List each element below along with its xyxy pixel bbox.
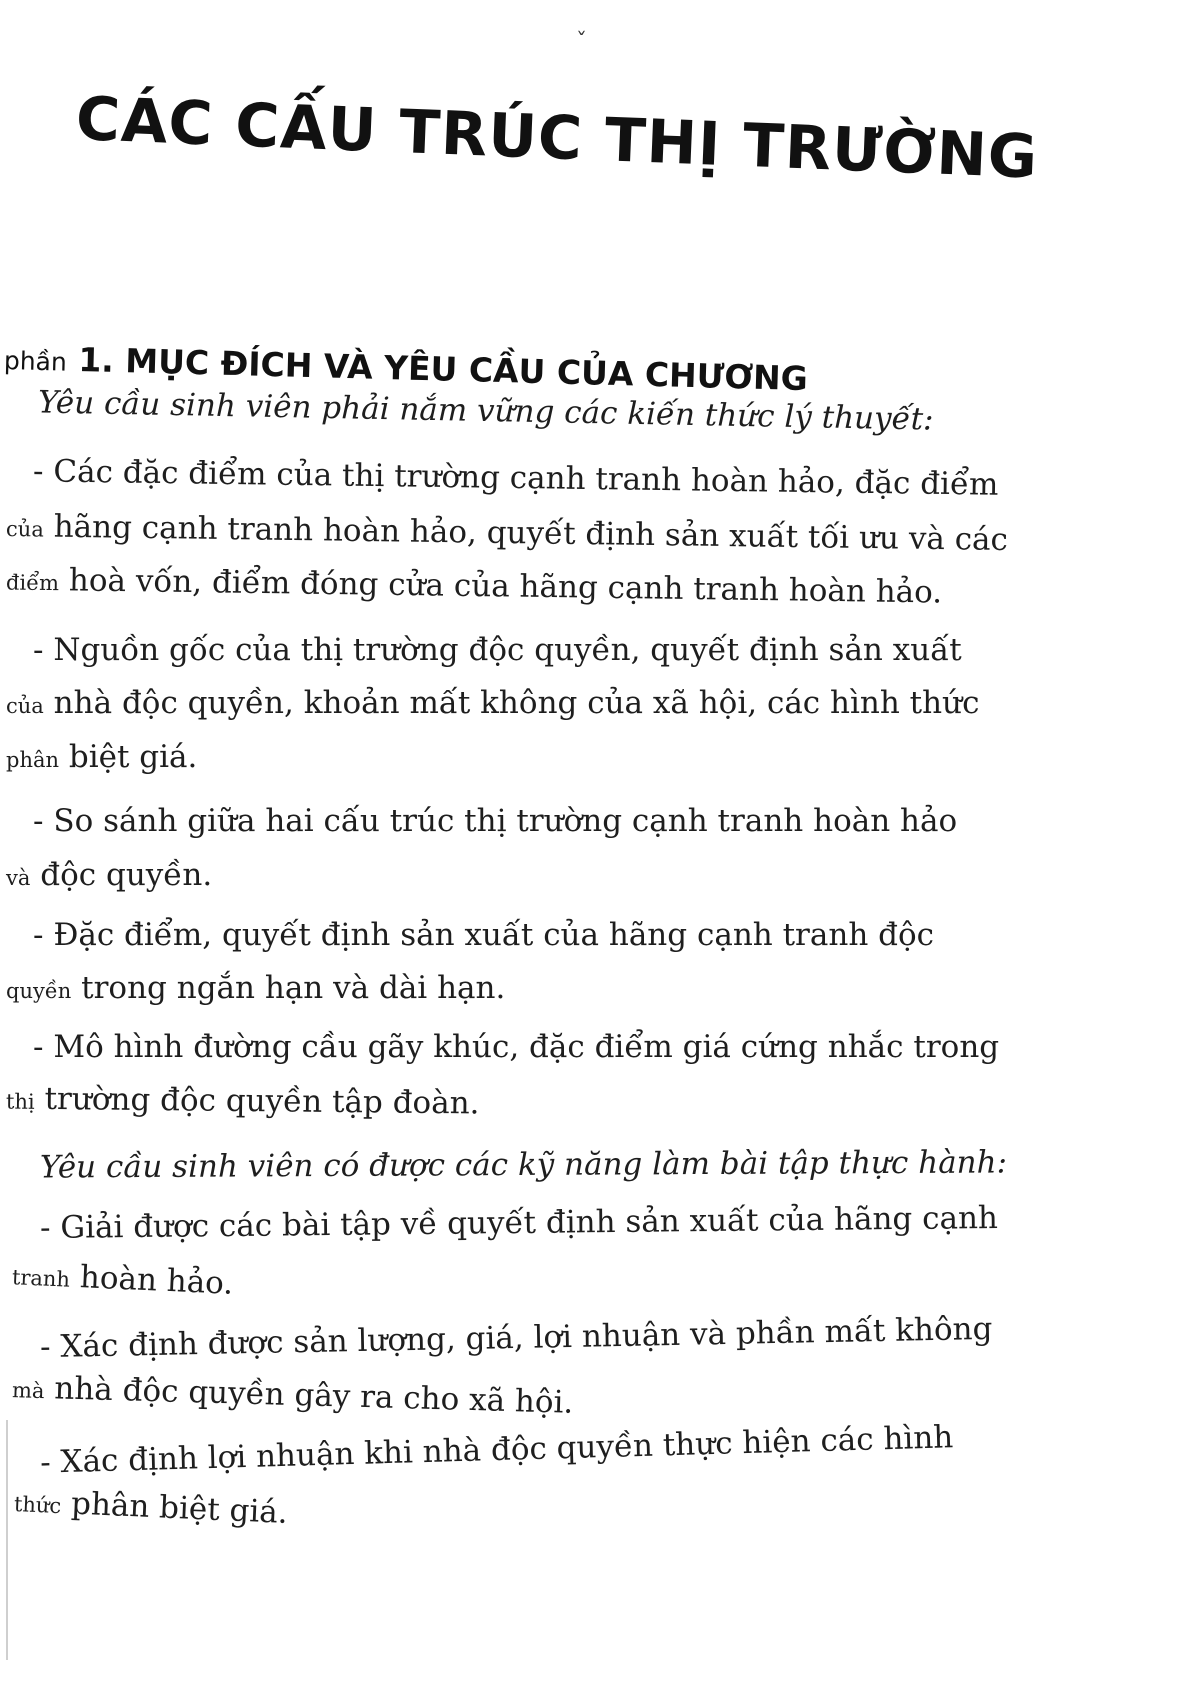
line-text: Yêu cầu sinh viên có được các kỹ năng làm bài tập thực hành: (39, 1144, 1008, 1186)
line-text: - Mô hình đường cầu gãy khúc, đặc điểm giá cứng nhắc trong (33, 1029, 1000, 1065)
line-lead: của (5, 517, 44, 542)
line-text: trong ngắn hạn và dài hạn. (81, 970, 506, 1006)
section-prefix: phần (3, 346, 68, 377)
line-text: - Xác định lợi nhuận khi nhà độc quyền thực hiện các hình (39, 1419, 954, 1481)
bullet-skill-1 (39, 1199, 999, 1247)
section-title: 1. MỤC ĐÍCH VÀ YÊU CẦU CỦA CHƯƠNG (77, 339, 809, 399)
continuation-line (6, 857, 213, 893)
continuation-line (5, 1080, 480, 1122)
line-lead: quyền (6, 979, 72, 1003)
line-text: - Xác định được sản lượng, giá, lợi nhuận và phần mất không (39, 1310, 993, 1366)
line-lead: và (6, 866, 31, 890)
continuation-line (11, 1259, 233, 1300)
line-text: Yêu cầu sinh viên phải nắm vững các kiến thức lý thuyết: (37, 384, 934, 438)
continuation-line (5, 508, 1009, 558)
line-text: hoà vốn, điểm đóng cửa của hãng cạnh tranh hoàn hảo. (68, 562, 943, 611)
line-text: độc quyền. (40, 857, 213, 893)
bullet-theory-1 (32, 453, 999, 503)
bullet-skill-2 (39, 1310, 993, 1366)
continuation-line (6, 685, 980, 721)
line-lead: thức (13, 1492, 62, 1519)
bullet-theory-3 (33, 803, 958, 839)
line-lead: thị (5, 1089, 35, 1114)
continuation-line (12, 1372, 574, 1419)
continuation-line (13, 1486, 288, 1529)
bullet-theory-5 (33, 1029, 1000, 1065)
line-text: hoàn hảo. (79, 1259, 234, 1302)
page-edge-shadow (6, 1420, 8, 1660)
line-text: phân biệt giá. (70, 1485, 289, 1531)
chapter-title: CÁC CẤU TRÚC THỊ TRƯỜNG (74, 84, 1040, 193)
line-lead: phân (6, 748, 60, 772)
line-text: - Nguồn gốc của thị trường độc quyền, quyết định sản xuất (33, 632, 962, 668)
continuation-line (6, 970, 506, 1006)
intro-skills (39, 1144, 1008, 1186)
line-lead: tranh (11, 1265, 71, 1292)
bullet-skill-3 (39, 1419, 954, 1481)
bullet-theory-2 (33, 632, 962, 668)
line-text: - Giải được các bài tập về quyết định sản xuất của hãng cạnh (39, 1199, 999, 1247)
line-lead: mà (11, 1378, 45, 1404)
line-text: - So sánh giữa hai cấu trúc thị trường cạnh tranh hoàn hảo (33, 803, 958, 839)
continuation-line (5, 562, 943, 611)
line-text: biệt giá. (68, 739, 198, 775)
line-text: nhà độc quyền gây ra cho xã hội. (53, 1370, 574, 1421)
line-lead: của (6, 694, 44, 718)
line-text: trường độc quyền tập đoàn. (44, 1080, 480, 1122)
line-text: - Các đặc điểm của thị trường cạnh tranh hoàn hảo, đặc điểm (32, 453, 999, 503)
line-text: hãng cạnh tranh hoàn hảo, quyết định sản xuất tối ưu và các (53, 508, 1009, 558)
line-text: - Đặc điểm, quyết định sản xuất của hãng cạnh tranh độc (33, 917, 935, 953)
bullet-theory-4 (33, 917, 935, 953)
line-text: nhà độc quyền, khoản mất không của xã hội, các hình thức (53, 685, 980, 721)
continuation-line (6, 739, 198, 775)
line-lead: điểm (5, 570, 60, 596)
top-mark: ˇ (576, 30, 587, 55)
